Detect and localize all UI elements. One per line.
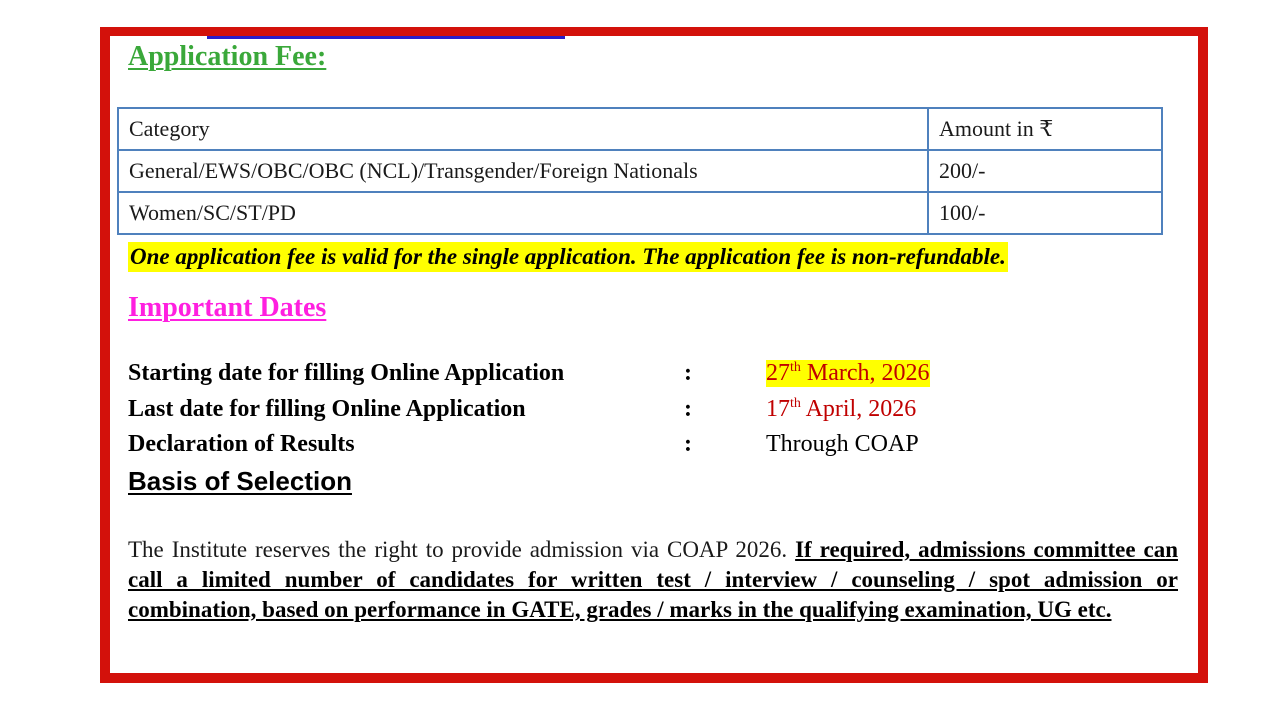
important-dates-heading: Important Dates [128,292,327,323]
date-label: Starting date for filling Online Application [128,360,565,386]
table-header-amount: Amount in ₹ [928,108,1162,150]
table-header-category: Category [118,108,928,150]
fee-table [117,107,1163,235]
basis-text-emphasis: If required, admissions committee can call a limited number of candidates for written test / interview / counseling / spot admission or combination, based on performance in GATE, grades / marks in the qualifying examination, UG etc. [128,537,1179,622]
table-row [118,150,1162,192]
table-cell-category: Women/SC/ST/PD [118,192,928,234]
date-row-start [128,360,1028,394]
top-divider-line [207,36,565,39]
date-value-start: 27th March, 2026 [766,360,930,386]
date-label: Declaration of Results [128,431,355,457]
table-cell-amount: 100/- [928,192,1162,234]
application-fee-heading: Application Fee: [128,41,327,72]
date-separator: : [684,396,692,422]
table-row [118,108,1162,150]
table-row [118,192,1162,234]
date-separator: : [684,360,692,386]
table-cell-category: General/EWS/OBC/OBC (NCL)/Transgender/Foreign Nationals [118,150,928,192]
date-row-results [128,431,1028,465]
date-value-last: 17th April, 2026 [766,396,917,422]
date-separator: : [684,431,692,457]
basis-text-plain: The Institute reserves the right to provide admission via COAP 2026. [128,537,796,562]
basis-paragraph [128,535,1178,625]
fee-note-highlighted: One application fee is valid for the single application. The application fee is non-refundable. [128,242,1008,272]
basis-of-selection-heading: Basis of Selection [128,466,352,496]
date-row-last [128,396,1028,430]
table-cell-amount: 200/- [928,150,1162,192]
date-label: Last date for filling Online Application [128,396,526,422]
date-value-results: Through COAP [766,431,919,457]
